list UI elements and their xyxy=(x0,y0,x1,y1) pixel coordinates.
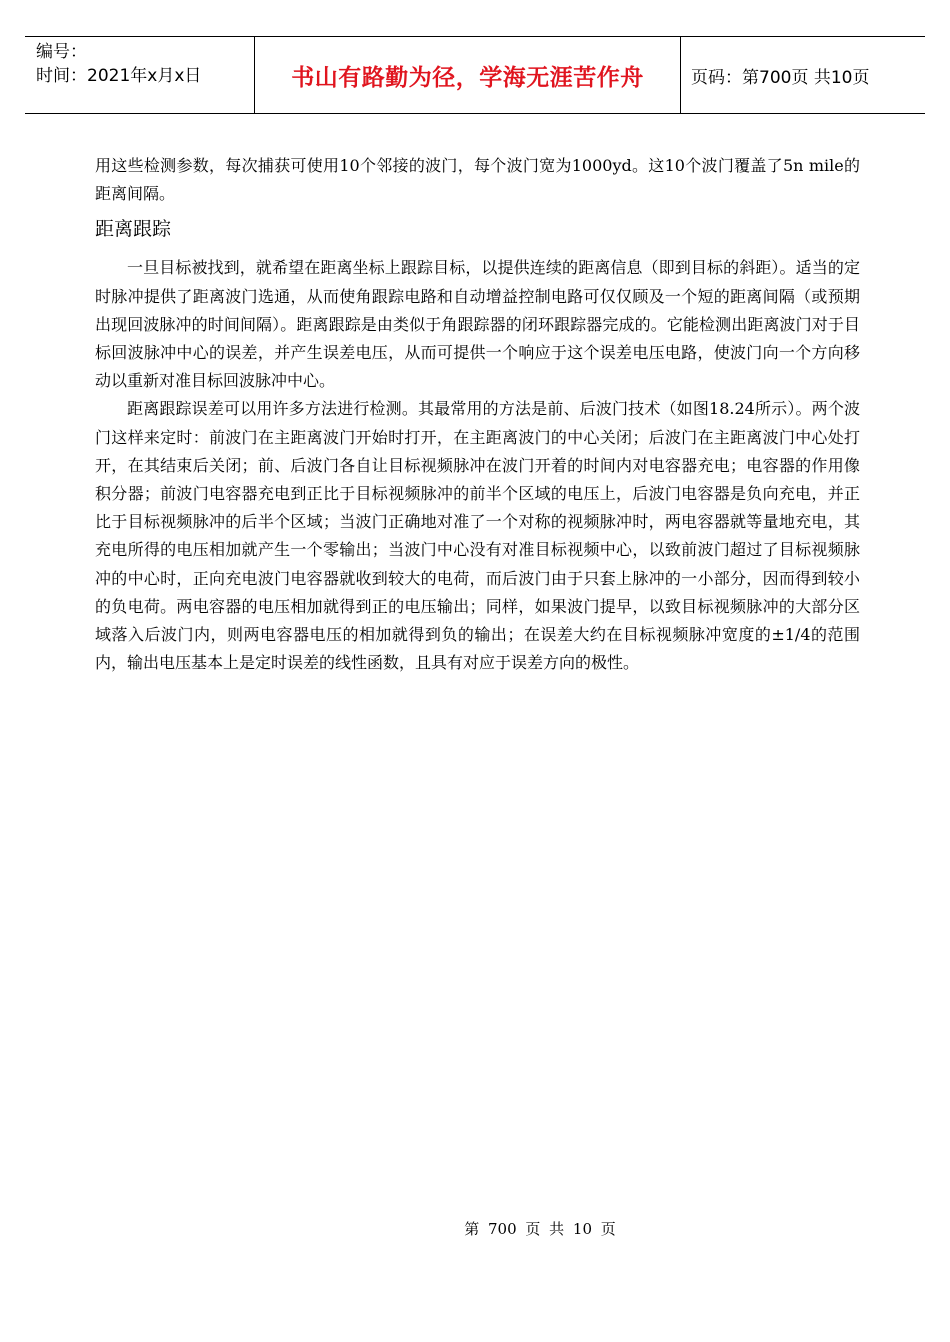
date-label: 时间：2021年x月x日 xyxy=(36,66,202,86)
intro-paragraph: 用这些检测参数，每次捕获可使用10个邻接的波门，每个波门宽为1000yd。这10个波门覆盖了5n mile的距离间隔。 xyxy=(95,156,860,204)
header-page-cell xyxy=(681,37,925,113)
page-info: 页码：第700页 共10页 xyxy=(691,67,870,88)
header-meta-cell xyxy=(25,37,255,113)
document-header xyxy=(25,36,925,114)
motto-text: 书山有路勤为径，学海无涯苦作舟 xyxy=(291,64,644,91)
serial-number-label: 编号： xyxy=(36,42,87,62)
body-paragraph-1: 一旦目标被找到，就希望在距离坐标上跟踪目标，以提供连续的距离信息（即到目标的斜距）。适当的定时脉冲提供了距离波门选通，从而使角跟踪电路和自动增益控制电路可仅仅顾及一个短的距离间隔（或预期出现回波脉冲的时间间隔）。距离跟踪是由类似于角跟踪器的闭环跟踪器完成的。它能检测出距离波门对于目标回波脉冲中心的误差，并产生误差电压，从而可提供一个响应于这个误差电压电路，使波门向一个方向移动以重新对准目标回波脉冲中心。 xyxy=(95,258,860,391)
body-paragraph-2: 距离跟踪误差可以用许多方法进行检测。其最常用的方法是前、后波门技术（如图18.24所示）。两个波门这样来定时：前波门在主距离波门开始时打开，在主距离波门的中心关闭；后波门在主距离波门中心处打开，在其结束后关闭；前、后波门各自让目标视频脉冲在波门开着的时间内对电容器充电；电容器的作用像积分器；前波门电容器充电到正比于目标视频脉冲的前半个区域的电压上，后波门电容器是负向充电，并正比于目标视频脉冲的后半个区域；当波门正确地对准了一个对称的视频脉冲时，两电容器就等量地充电，其充电所得的电压相加就产生一个零输出；当波门中心没有对准目标视频中心，以致前波门超过了目标视频脉冲的中心时，正向充电波门电容器就收到较大的电荷，而后波门由于只套上脉冲的一小部分，因而得到较小的负电荷。两电容器的电压相加就得到正的电压输出；同样，如果波门提早，以致目标视频脉冲的大部分区域落入后波门内，则两电容器电压的相加就得到负的输出；在误差大约在目标视频脉冲宽度的±1/4的范围内，输出电压基本上是定时误差的线性函数，且具有对应于误差方向的极性。 xyxy=(95,399,860,673)
document-body xyxy=(95,152,860,677)
page-footer: 第 700 页 共 10 页 xyxy=(464,1220,616,1238)
header-motto-cell xyxy=(255,37,681,113)
section-heading: 距离跟踪 xyxy=(95,218,172,241)
